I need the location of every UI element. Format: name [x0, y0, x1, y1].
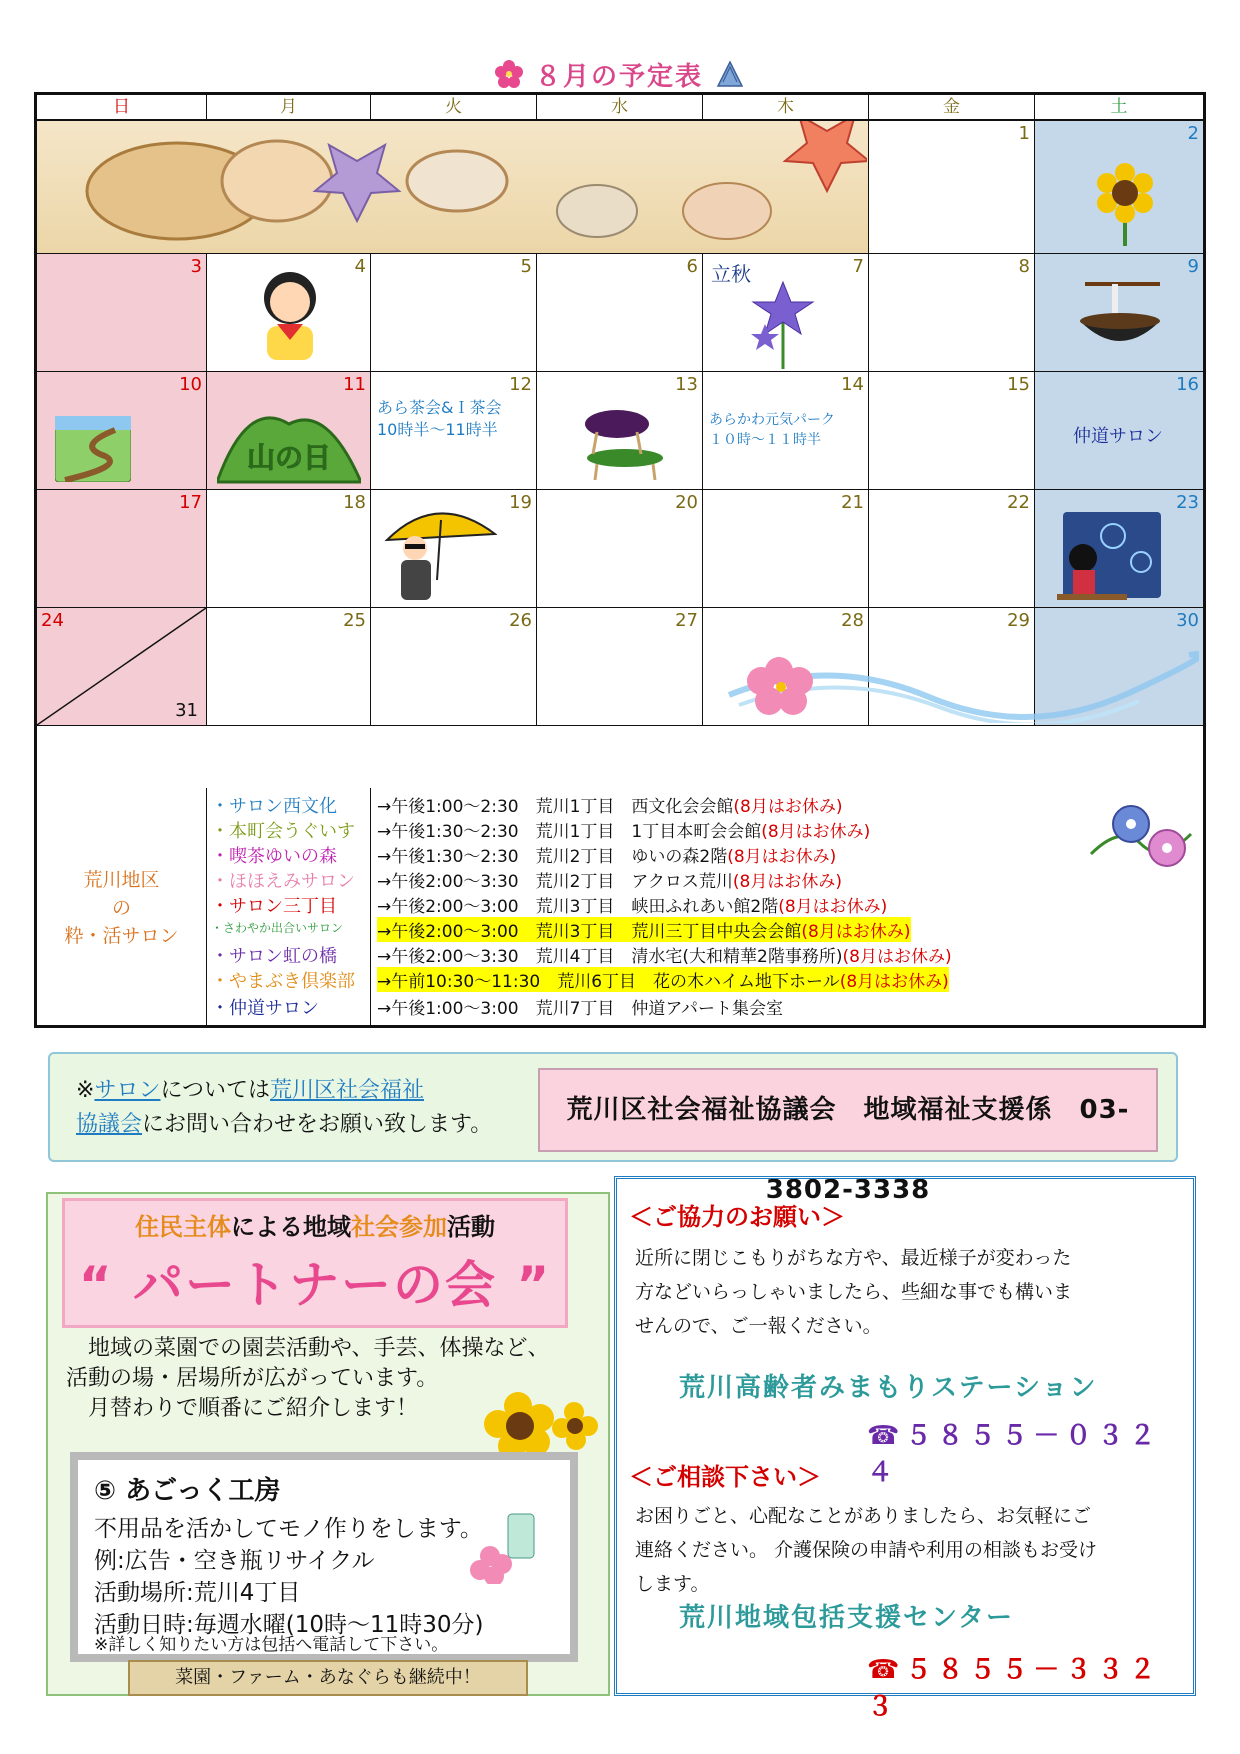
- salon-schedule-highlight: [377, 917, 911, 942]
- salon-name: ・仲道サロン: [211, 998, 319, 1019]
- day-number: 25: [343, 610, 366, 631]
- salon-title-line: の: [111, 897, 131, 919]
- day-cell-17[interactable]: [37, 490, 207, 608]
- salon-schedule: [377, 942, 952, 967]
- day-number: 28: [841, 610, 864, 631]
- salon-off-note: (8月はお休み): [801, 922, 911, 942]
- tea-event-title: あら茶会&Ｉ茶会: [377, 398, 502, 417]
- activity-line: 活動日時:毎週水曜(10時～11時30分): [94, 1612, 484, 1638]
- notice-banner: [48, 1044, 1192, 1205]
- intro-line: 活動の場・居場所が広がっています。: [66, 1366, 439, 1391]
- day-cell-8[interactable]: [869, 254, 1035, 372]
- day-cell-9[interactable]: [1035, 254, 1203, 372]
- salon-name: ・やまぶき倶楽部: [211, 971, 355, 992]
- salon-section-title: [37, 788, 207, 1028]
- weekday-sun: 日: [37, 95, 207, 121]
- subtitle-part: 住民主体: [135, 1213, 231, 1241]
- salon-desc: →午後2:00～3:30 荒川4丁目 清水宅(大和精華2階事務所): [377, 947, 843, 967]
- day-cell-13[interactable]: [537, 372, 703, 490]
- intro-line: 地域の菜園での園芸活動や、手芸、体操など、: [66, 1336, 550, 1361]
- day-number: 1: [1018, 123, 1030, 144]
- weekday-sat: 土: [1035, 95, 1203, 121]
- notice-text: [76, 1074, 516, 1142]
- day-cell-25[interactable]: [207, 608, 371, 726]
- salon-schedule: [377, 892, 887, 917]
- day-cell-1[interactable]: [869, 121, 1035, 254]
- somen-noodles-icon: [1075, 276, 1165, 356]
- subtitle-part: 社会参加: [351, 1213, 447, 1241]
- hibiscus-icon: [494, 59, 524, 96]
- salon-desc: →午後1:30～2:30 荒川1丁目 1丁目本町会会館: [377, 822, 762, 842]
- weekday-thu: 木: [703, 95, 869, 121]
- day-number: 23: [1176, 492, 1199, 513]
- watch-station-name: 荒川高齢者みまもりステーション: [679, 1373, 1098, 1403]
- day-number: 2: [1187, 123, 1199, 144]
- day-cell-18[interactable]: [207, 490, 371, 608]
- risshu-label: 立秋: [711, 262, 751, 286]
- salon-desc: →午後1:30～2:30 荒川2丁目 ゆいの森2階: [377, 847, 728, 867]
- salon-link[interactable]: サロン: [94, 1078, 161, 1103]
- day-cell-15[interactable]: [869, 372, 1035, 490]
- seashell-banner: [37, 121, 869, 254]
- salon-off-note: (8月はお休み): [761, 822, 871, 842]
- subtitle-part: 活動: [447, 1213, 495, 1241]
- partner-banner: [62, 1198, 568, 1328]
- day-cell-16[interactable]: [1035, 372, 1203, 490]
- day-number: 30: [1176, 610, 1199, 631]
- activity-title: ⑤ あごっく工房: [94, 1476, 281, 1506]
- text-line: 連絡ください。 介護保険の申請や利用の相談もお受け: [635, 1539, 1098, 1561]
- day-number: 21: [841, 492, 864, 513]
- day-cell-3[interactable]: [37, 254, 207, 372]
- salon-desc: →午後1:00～3:00 荒川7丁目 仲道アパート集会室: [377, 999, 784, 1019]
- day-number: 9: [1187, 256, 1199, 277]
- day-number: 13: [675, 374, 698, 395]
- day-number: 12: [509, 374, 532, 395]
- yamanohi-label: 山の日: [247, 441, 332, 474]
- day-cell-21[interactable]: [703, 490, 869, 608]
- salon-list: [37, 788, 1203, 1028]
- salon-name: ・サロン三丁目: [211, 896, 337, 917]
- day-cell-27[interactable]: [537, 608, 703, 726]
- hibiscus-wave-illustration: [709, 635, 1199, 723]
- salon-desc: →午前10:30～11:30 荒川6丁目 花の木ハイム地下ホール: [377, 972, 840, 992]
- cooperation-section: [614, 1176, 1196, 1722]
- partner-subtitle: [65, 1207, 565, 1242]
- salon-title-line: 荒川地区: [83, 869, 160, 891]
- page-title: [0, 56, 1240, 97]
- bellflower-icon: [743, 274, 823, 369]
- day-cell-5[interactable]: [371, 254, 537, 372]
- salon-name: ・さわやか出合いサロン: [211, 921, 344, 935]
- notice-mark: ※: [76, 1078, 95, 1103]
- weekday-tue: 火: [371, 95, 537, 121]
- day-number-31: 31: [175, 700, 198, 721]
- partner-section: [46, 1192, 610, 1696]
- day-cell-11[interactable]: [207, 372, 371, 490]
- day-number: 20: [675, 492, 698, 513]
- day-cell-2[interactable]: [1035, 121, 1203, 254]
- day-number: 8: [1018, 256, 1030, 277]
- support-center-phone[interactable]: ☎５８５５－３３２３: [867, 1655, 1162, 1722]
- activity-line: 活動場所:荒川4丁目: [94, 1580, 301, 1606]
- cooperation-heading: ＜ご協力のお願い＞: [629, 1203, 845, 1231]
- activity-line: 例:広告・空き瓶リサイクル: [94, 1548, 375, 1574]
- text-line: お困りごと、心配なことがありましたら、お気軽にご: [635, 1505, 1092, 1527]
- day-cell-6[interactable]: [537, 254, 703, 372]
- day-number: 3: [190, 256, 202, 277]
- sunflower-icon: [1085, 161, 1165, 246]
- salon-name: ・本町会うぐいす: [211, 821, 355, 842]
- day-number: 16: [1176, 374, 1199, 395]
- salon-desc: →午後1:00～2:30 荒川1丁目 西文化会会館: [377, 797, 734, 817]
- board-footer: 菜園・ファーム・あなぐらも継続中！: [128, 1660, 528, 1696]
- notice-text-tail: にお問い合わせをお願い致します。: [142, 1112, 493, 1137]
- salon-title-line: 粋・活サロン: [64, 925, 179, 947]
- salon-off-note: (8月はお休み): [778, 897, 888, 917]
- day-number: 14: [841, 374, 864, 395]
- salon-off-note: (8月はお休み): [732, 872, 842, 892]
- salon-names-column: [207, 788, 371, 1028]
- morning-glory-icon: [1081, 794, 1199, 884]
- salon-name: ・喫茶ゆいの森: [211, 846, 337, 867]
- day-number: 18: [343, 492, 366, 513]
- notice-scroll: [48, 1052, 1178, 1205]
- salon-name: ・サロン虹の橋: [211, 946, 337, 967]
- day-number-24: 24: [41, 610, 64, 631]
- day-cell-24-31[interactable]: [37, 608, 207, 726]
- text-line: 方などいらっしゃいましたら、些細な事でも構いま: [635, 1281, 1073, 1303]
- text-line: します。: [635, 1573, 710, 1595]
- consult-text: [635, 1499, 1175, 1601]
- weekday-mon: 月: [207, 95, 371, 121]
- day-cell-12[interactable]: [371, 372, 537, 490]
- day-number: 6: [686, 256, 698, 277]
- salon-desc: →午後2:00～3:00 荒川3丁目 荒川三丁目中央会会館: [377, 922, 802, 942]
- day-cell-10[interactable]: [37, 372, 207, 490]
- nakamichi-salon-label: 仲道サロン: [1073, 426, 1163, 447]
- day-cell-26[interactable]: [371, 608, 537, 726]
- day-number: 22: [1007, 492, 1030, 513]
- title-text: ８月の予定表: [534, 62, 703, 92]
- day-cell-14[interactable]: [703, 372, 869, 490]
- activity-board: [70, 1452, 578, 1662]
- day-cell-4[interactable]: [207, 254, 371, 372]
- day-cell-22[interactable]: [869, 490, 1035, 608]
- activity-line: 不用品を活かしてモノ作りをします。: [94, 1516, 483, 1542]
- cooperation-text: [635, 1241, 1175, 1343]
- genki-park-title: あらかわ元気パーク: [709, 412, 835, 428]
- calendar: [34, 92, 1206, 1028]
- drink-flower-icon: [468, 1504, 558, 1584]
- weekday-wed: 水: [537, 95, 703, 121]
- weekday-fri: 金: [869, 95, 1035, 121]
- day-number: 4: [354, 256, 366, 277]
- salon-desc: →午後2:00～3:30 荒川2丁目 アクロス荒川: [377, 872, 733, 892]
- tea-event-time: 10時半～11時半: [377, 420, 498, 439]
- day-number: 27: [675, 610, 698, 631]
- salon-off-note: (8月はお休み): [839, 972, 949, 992]
- day-number: 26: [509, 610, 532, 631]
- salon-schedule: [377, 792, 843, 817]
- day-cell-23[interactable]: [1035, 490, 1203, 608]
- salon-name: ・サロン西文化: [211, 796, 337, 817]
- day-number: 10: [179, 374, 202, 395]
- notice-text-mid: については: [160, 1078, 271, 1103]
- day-number: 19: [509, 492, 532, 513]
- girl-watermelon-icon: [257, 268, 323, 360]
- salon-schedule: [377, 994, 783, 1019]
- day-number: 7: [852, 256, 864, 277]
- salon-off-note: (8月はお休み): [727, 847, 837, 867]
- day-number: 15: [1007, 374, 1030, 395]
- genki-park-time: １０時～１１時半: [709, 432, 821, 448]
- salon-schedule: [377, 867, 842, 892]
- council-link[interactable]: 荒川区社会福祉: [270, 1078, 425, 1103]
- activity-note: ※詳しく知りたい方は包括へ電話して下さい。: [94, 1635, 449, 1655]
- text-line: 近所に閉じこもりがちな方や、最近様子が変わった: [635, 1247, 1072, 1269]
- council-contact: 荒川区社会福祉協議会 地域福祉支援係 03-3802-3338: [538, 1068, 1158, 1152]
- day-number: 29: [1007, 610, 1030, 631]
- salon-name: ・ほほえみサロン: [211, 871, 355, 892]
- salon-off-note: (8月はお休み): [842, 947, 952, 967]
- salon-desc: →午後2:00～3:00 荒川3丁目 峡田ふれあい館2階: [377, 897, 779, 917]
- intro-line: 月替わりで順番にご紹介します！: [66, 1396, 419, 1421]
- obon-vegetable-horse-icon: [567, 402, 677, 482]
- fireworks-icon: [1053, 512, 1163, 602]
- salon-off-note: (8月はお休み): [733, 797, 843, 817]
- day-cell-7[interactable]: [703, 254, 869, 372]
- day-number: 11: [343, 374, 366, 395]
- day-number: 17: [179, 492, 202, 513]
- mountain-path-icon: [55, 416, 131, 482]
- salon-schedule: [377, 842, 836, 867]
- day-cell-19[interactable]: [371, 490, 537, 608]
- council-link-cont[interactable]: 協議会: [76, 1112, 143, 1137]
- partner-title: “ パートナーの会 ”: [78, 1256, 552, 1314]
- day-cell-20[interactable]: [537, 490, 703, 608]
- text-line: せんので、ご一報ください。: [635, 1315, 882, 1337]
- consult-heading: ＜ご相談下さい＞: [629, 1463, 821, 1491]
- day-number: 5: [520, 256, 532, 277]
- watch-station-phone[interactable]: ☎５８５５－０３２４: [867, 1421, 1162, 1488]
- salon-schedule-highlight: [377, 967, 949, 992]
- support-center-name: 荒川地域包括支援センター: [679, 1603, 1014, 1633]
- parasol-person-icon: [377, 500, 497, 604]
- seashell-illustration: [37, 121, 867, 252]
- salon-schedule: [377, 817, 870, 842]
- subtitle-part: による地域: [231, 1213, 351, 1241]
